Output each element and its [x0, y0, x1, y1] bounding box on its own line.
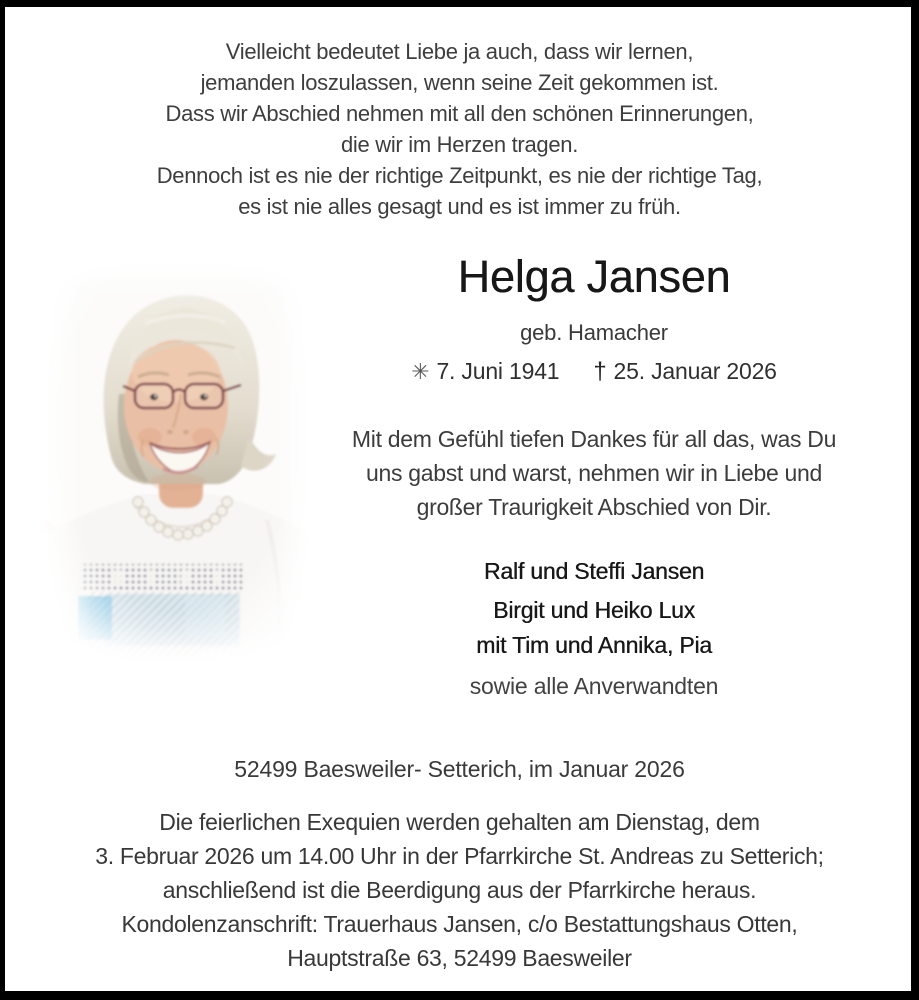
funeral-info-line: Kondolenzanschrift: Trauerhaus Jansen, c/o Bestattungshaus Otten, [121, 911, 798, 937]
poem-line: Dennoch ist es nie der richtige Zeitpunkt, es nie der richtige Tag, [156, 163, 763, 188]
death-cross-icon: † [593, 358, 607, 385]
tribute-line: uns gabst und warst, nehmen wir in Liebe und [365, 460, 823, 486]
mourner-name: mit Tim und Annika, Pia [476, 632, 712, 658]
poem-line: es ist nie alles gesagt und es ist immer zu früh. [238, 194, 681, 219]
portrait-photo-svg [35, 244, 320, 674]
life-dates [330, 357, 858, 387]
mourner-name: Ralf und Steffi Jansen [483, 558, 705, 584]
mourner-name: Birgit und Heiko Lux [493, 597, 695, 623]
poem-line: die wir im Herzen tragen. [340, 132, 579, 157]
maiden-name: geb. Hamacher [520, 320, 668, 345]
birth-star-icon: ✳ [411, 360, 430, 385]
poem-line: Dass wir Abschied nehmen mit all den schönen Erinnerungen, [165, 101, 754, 126]
funeral-info-line: Hauptstraße 63, 52499 Baesweiler [287, 945, 632, 971]
portrait-photo [35, 244, 320, 674]
birth-date-group [411, 357, 559, 387]
tribute-line: großer Traurigkeit Abschied von Dir. [416, 494, 772, 520]
tribute-text [330, 422, 858, 524]
funeral-info-line: 3. Februar 2026 um 14.00 Uhr in der Pfarrkirche St. Andreas zu Setterich; [95, 843, 824, 869]
death-date-group [593, 357, 776, 386]
tribute-line: Mit dem Gefühl tiefen Dankes für all das, was Du [351, 426, 837, 452]
deceased-name: Helga Jansen [457, 251, 731, 302]
funeral-information [0, 805, 919, 975]
opening-poem [0, 36, 919, 222]
death-notice-body [330, 252, 858, 699]
poem-line: jemanden loszulassen, wenn seine Zeit gekommen ist. [200, 70, 719, 95]
birth-date: 7. Juni 1941 [436, 358, 560, 384]
poem-line: Vielleicht bedeutet Liebe ja auch, dass wir lernen, [225, 39, 694, 64]
funeral-info-line: Die feierlichen Exequien werden gehalten am Dienstag, dem [159, 809, 760, 835]
mourners-closing: sowie alle Anverwandten [469, 673, 719, 699]
death-date: 25. Januar 2026 [613, 358, 777, 384]
funeral-info-line: anschließend ist die Beerdigung aus der Pfarrkirche heraus. [162, 877, 757, 903]
mourners-list [330, 558, 858, 699]
place-and-date: 52499 Baesweiler- Setterich, im Januar 2026 [234, 756, 685, 782]
